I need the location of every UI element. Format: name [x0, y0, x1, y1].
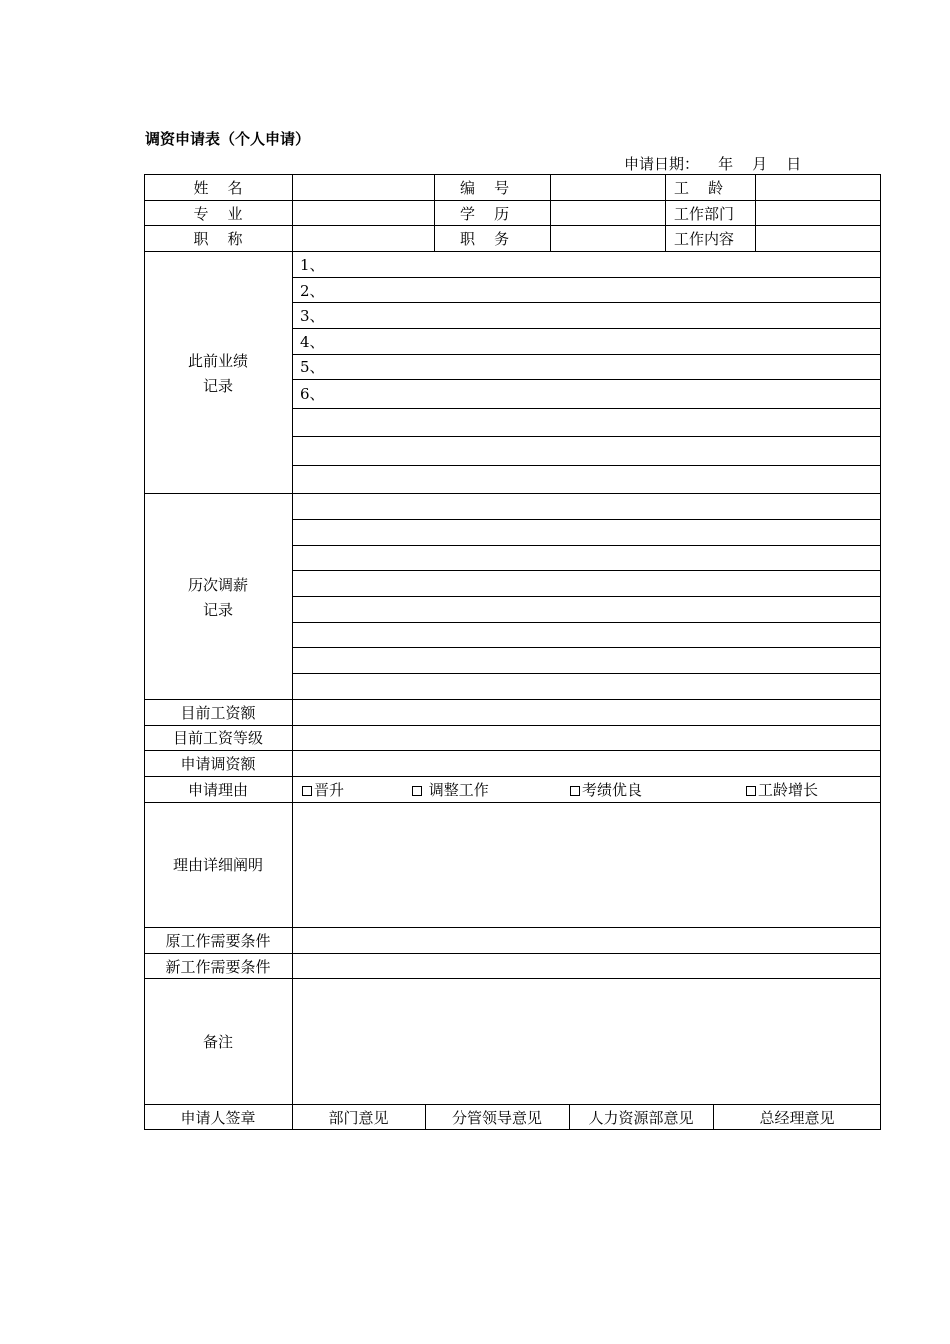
history-label-line2: 记录	[202, 601, 233, 619]
history-line	[292, 545, 881, 546]
column-divider	[550, 174, 551, 251]
name-label: 姓 名	[193, 179, 243, 197]
column-divider	[434, 174, 435, 251]
row-divider	[144, 978, 881, 979]
performance-item: 4、	[300, 333, 325, 351]
reason-detail-label: 理由详细阐明	[172, 856, 263, 874]
checkbox-icon[interactable]	[570, 786, 580, 796]
history-line	[292, 673, 881, 674]
number-label: 编 号	[460, 179, 510, 197]
row-divider	[144, 1104, 881, 1105]
performance-item: 6、	[300, 385, 325, 403]
row-divider	[144, 725, 881, 726]
good-performance-option[interactable]: 考绩优良	[570, 781, 642, 799]
column-divider	[755, 174, 756, 251]
row-divider	[144, 802, 881, 803]
requested-amount-label: 申请调资额	[180, 755, 256, 773]
application-date: 申请日期： 年 月 日	[624, 155, 802, 173]
old-job-conditions-label: 原工作需要条件	[165, 932, 271, 950]
performance-line	[292, 408, 881, 409]
history-line	[292, 519, 881, 520]
performance-item: 3、	[300, 307, 325, 325]
row-divider	[144, 699, 881, 700]
history-label-line1: 历次调薪	[187, 576, 248, 594]
work-content-label: 工作内容	[674, 230, 735, 248]
major-label: 专 业	[193, 205, 243, 223]
row-divider	[144, 927, 881, 928]
performance-label-line1: 此前业绩	[187, 352, 248, 370]
history-line	[292, 622, 881, 623]
performance-line	[292, 379, 881, 380]
row-divider	[144, 225, 881, 226]
new-job-conditions-label: 新工作需要条件	[165, 958, 271, 976]
row-divider	[144, 776, 881, 777]
column-divider	[292, 174, 293, 1130]
gm-opinion-label: 总经理意见	[759, 1109, 835, 1127]
current-grade-label: 目前工资等级	[172, 729, 263, 747]
checkbox-icon[interactable]	[412, 786, 422, 796]
performance-line	[292, 277, 881, 278]
job-title-label: 职 称	[193, 230, 243, 248]
education-label: 学 历	[460, 205, 510, 223]
remarks-label: 备注	[202, 1033, 233, 1051]
performance-line	[292, 465, 881, 466]
reason-label: 申请理由	[187, 781, 248, 799]
department-label: 工作部门	[674, 205, 735, 223]
row-divider	[144, 953, 881, 954]
department-opinion-label: 部门意见	[328, 1109, 389, 1127]
current-salary-label: 目前工资额	[180, 704, 256, 722]
column-divider	[665, 174, 666, 251]
row-divider	[144, 200, 881, 201]
seniority-label: 工 龄	[674, 179, 724, 197]
form-title: 调资申请表（个人申请）	[145, 130, 311, 148]
supervisor-opinion-label: 分管领导意见	[451, 1109, 542, 1127]
performance-item: 2、	[300, 282, 325, 300]
hr-opinion-label: 人力资源部意见	[588, 1109, 694, 1127]
checkbox-icon[interactable]	[302, 786, 312, 796]
performance-line	[292, 328, 881, 329]
position-label: 职 务	[460, 230, 510, 248]
performance-line	[292, 354, 881, 355]
checkbox-icon[interactable]	[746, 786, 756, 796]
performance-line	[292, 436, 881, 437]
performance-line	[292, 302, 881, 303]
row-divider	[144, 750, 881, 751]
history-line	[292, 596, 881, 597]
history-line	[292, 647, 881, 648]
history-line	[292, 570, 881, 571]
job-change-option[interactable]: 调整工作	[412, 781, 489, 799]
performance-item: 1、	[300, 256, 325, 274]
performance-label-line2: 记录	[202, 377, 233, 395]
applicant-signature-label: 申请人签章	[180, 1109, 256, 1127]
promotion-option[interactable]: 晋升	[302, 781, 344, 799]
performance-item: 5、	[300, 358, 325, 376]
row-divider	[144, 493, 881, 494]
row-divider	[144, 251, 881, 252]
seniority-growth-option[interactable]: 工龄增长	[746, 781, 818, 799]
form-table	[144, 174, 881, 1130]
